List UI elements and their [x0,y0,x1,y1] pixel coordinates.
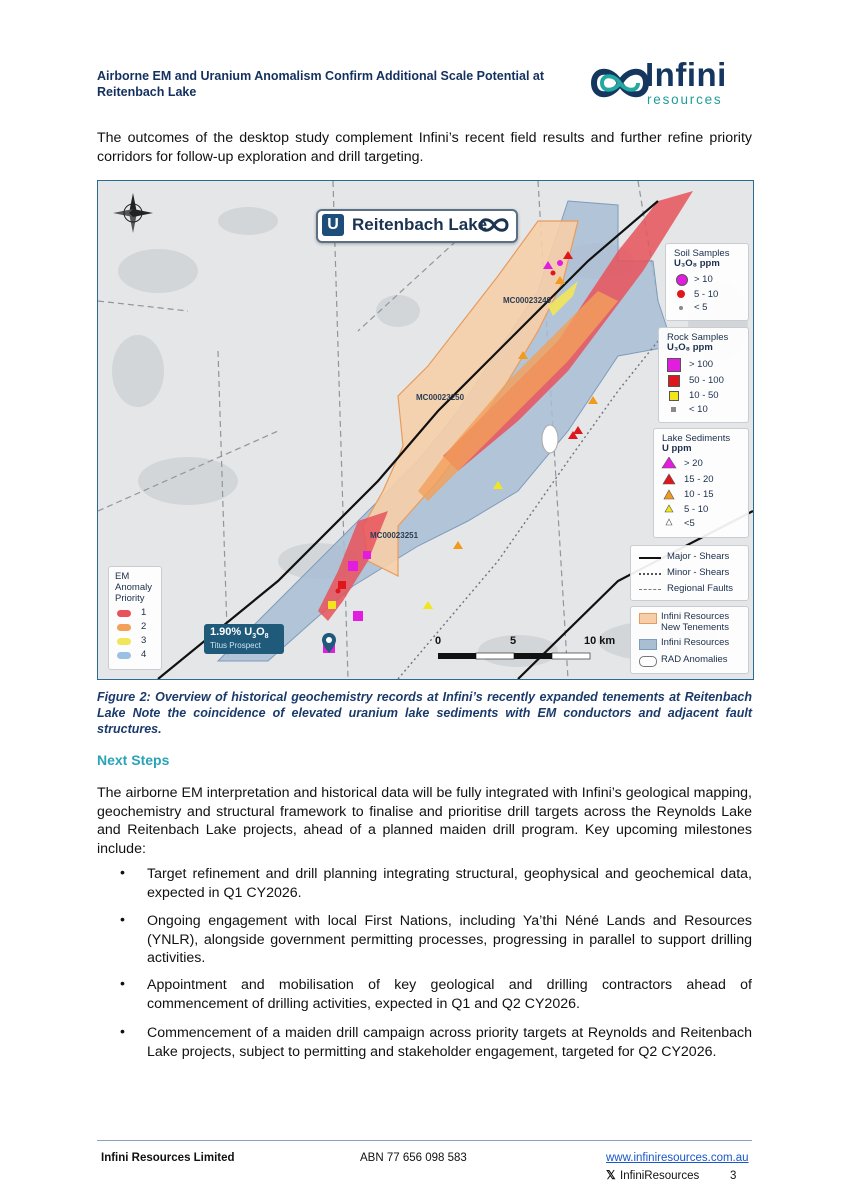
lake-sediments-legend [653,428,749,538]
figure-caption: Figure 2: Overview of historical geochemistry records at Infini’s recently expanded tenements at Reitenbach Lake Note the coincidence of elevated uranium lake sediments with EM conductors and adjacent fault structures. [97,690,752,736]
prospect-grade-sub: 3 [252,633,257,641]
new-tenements-label-line2: New Tenements [661,622,729,633]
tenement-area-legend [630,606,749,674]
bullet-icon: • [120,912,125,928]
document-header-title: Airborne EM and Uranium Anomalism Confirm Additional Scale Potential at Reitenbach Lake [97,69,545,99]
tenement-label: MC00023250 [416,393,465,402]
lake-markers [660,457,678,535]
section-heading-next-steps: Next Steps [97,752,170,768]
rock-legend-unit: U₃O₈ ppm [667,342,713,353]
infinity-logo-icon [590,60,650,106]
location-pin-icon [322,633,336,653]
bullet-icon: • [120,976,125,992]
prospect-grade-o: O [256,626,265,638]
soil-label-gt10: > 10 [694,274,713,285]
rock-marker-lt10 [671,407,676,412]
milestone-item: Commencement of a maiden drill campaign across priority targets at Reynolds and Reitenbach Lake projects, subject to permitting and stakeholder engagement, targeted for Q2 CY2026. [147,1025,752,1060]
rad-anomalies-label: RAD Anomalies [661,654,728,665]
map-figure [97,180,754,680]
em-legend-title-line3: Priority [115,593,145,604]
bullet-icon: • [120,865,125,881]
soil-legend-unit: U₃O₈ ppm [674,258,720,269]
prospect-grade-value: 1.90% U [210,626,253,638]
em-anomaly-legend [108,566,162,670]
footer-abn: ABN 77 656 098 583 [360,1152,467,1164]
rock-label-gt100: > 100 [689,359,714,370]
prospect-grade [210,626,269,640]
company-logo [590,56,760,110]
em-legend-title-line1: EM [115,571,130,582]
lake-legend-title: Lake Sediments [662,433,731,444]
logo-wordmark: Infini [645,56,727,93]
soil-marker-gt10 [676,274,688,286]
uranium-badge-icon: U [322,214,344,236]
rad-anomalies-swatch [639,656,657,667]
infini-tenements-label: Infini Resources [661,637,730,648]
footer-social-handle[interactable]: InfiniResources [620,1170,700,1182]
rock-label-50-100: 50 - 100 [689,375,724,386]
regional-faults-label: Regional Faults [667,583,734,594]
em-swatch-4 [117,652,131,659]
soil-label-lt5: < 5 [694,302,708,313]
logo-mark-icon [478,214,510,236]
intro-paragraph: The outcomes of the desktop study complement Infini’s recent field results and further refine priority corridors for follow-up exploration and drill targeting. [97,130,752,165]
titus-prospect-callout [204,624,284,654]
regional-faults-swatch [639,589,661,590]
x-social-icon: 𝕏 [606,1168,616,1182]
rock-samples-legend [658,327,749,423]
lake-legend-unit: U ppm [662,443,692,454]
tenement-label: MC00023249 [503,296,552,305]
rock-label-lt10: < 10 [689,404,708,415]
rock-marker-gt100 [667,358,681,372]
minor-shear-swatch [639,573,661,575]
prospect-grade-sub2: 8 [264,633,269,641]
lake-label-gt20: > 20 [684,458,703,469]
em-swatch-1 [117,610,131,617]
milestone-item: Appointment and mobilisation of key geological and drilling contractors ahead of commencement of drilling activities, expected in Q1 and Q2 CY2026. [147,977,752,1012]
new-tenements-label-line1: Infini Resources [661,611,730,622]
page-number: 3 [730,1170,737,1182]
rad-anomaly [542,425,558,453]
em-label-3: 3 [141,635,147,646]
lake-label-5-10: 5 - 10 [684,504,709,515]
lake-label-10-15: 10 - 15 [684,489,714,500]
soil-marker-5-10 [677,290,685,298]
major-shear-label: Major - Shears [667,551,730,562]
next-steps-paragraph: The airborne EM interpretation and historical data will be fully integrated with Infini’s geological mapping, geochemistry and structural framework to finalise and prioritise drill targets across the Reynolds Lake and Reitenbach Lake projects, ahead of a planned maiden drill program. Key upcoming milestones include: [97,785,752,857]
lake-label-15-20: 15 - 20 [684,474,714,485]
bullet-icon: • [120,1024,125,1040]
structure-lines-legend [630,545,749,601]
scale-label-10km: 10 km [584,635,616,647]
scale-label-0: 0 [435,635,442,647]
em-label-1: 1 [141,607,147,618]
soil-samples-legend [665,243,749,321]
rock-legend-title: Rock Samples [667,332,729,343]
soil-legend-title: Soil Samples [674,248,730,259]
map-title: Reitenbach Lake [352,215,488,234]
logo-subtitle: resources [647,92,723,107]
milestone-item: Ongoing engagement with local First Nations, including Ya’thi Néné Lands and Resources (YNLR), alongside government permitting processes, progressing in parallel to support drilling activities. [147,913,752,966]
em-label-2: 2 [141,621,147,632]
soil-label-5-10: 5 - 10 [694,289,719,300]
minor-shear-label: Minor - Shears [667,567,730,578]
rock-label-10-50: 10 - 50 [689,390,719,401]
lake-label-lt5: <5 [684,518,695,529]
rock-marker-50-100 [668,375,680,387]
footer-website-link[interactable]: www.infiniresources.com.au [606,1152,749,1164]
footer-divider [97,1140,752,1141]
scale-bar [438,653,590,659]
prospect-name: Titus Prospect [210,641,261,650]
major-shear-swatch [639,557,661,559]
milestone-item: Target refinement and drill planning integrating structural, geophysical and geochemical data, expected in Q1 CY2026. [147,866,752,901]
em-swatch-3 [117,638,131,645]
em-label-4: 4 [141,649,147,660]
infini-tenements-swatch [639,639,657,650]
em-swatch-2 [117,624,131,631]
em-legend-title-line2: Anomaly [115,582,152,593]
tenement-label: MC00023251 [370,531,419,540]
scale-label-5: 5 [510,635,517,647]
map-title-badge [316,209,518,243]
new-tenements-swatch [639,613,657,624]
footer-company: Infini Resources Limited [101,1152,235,1164]
rock-marker-10-50 [669,391,679,401]
soil-marker-lt5 [679,306,683,310]
